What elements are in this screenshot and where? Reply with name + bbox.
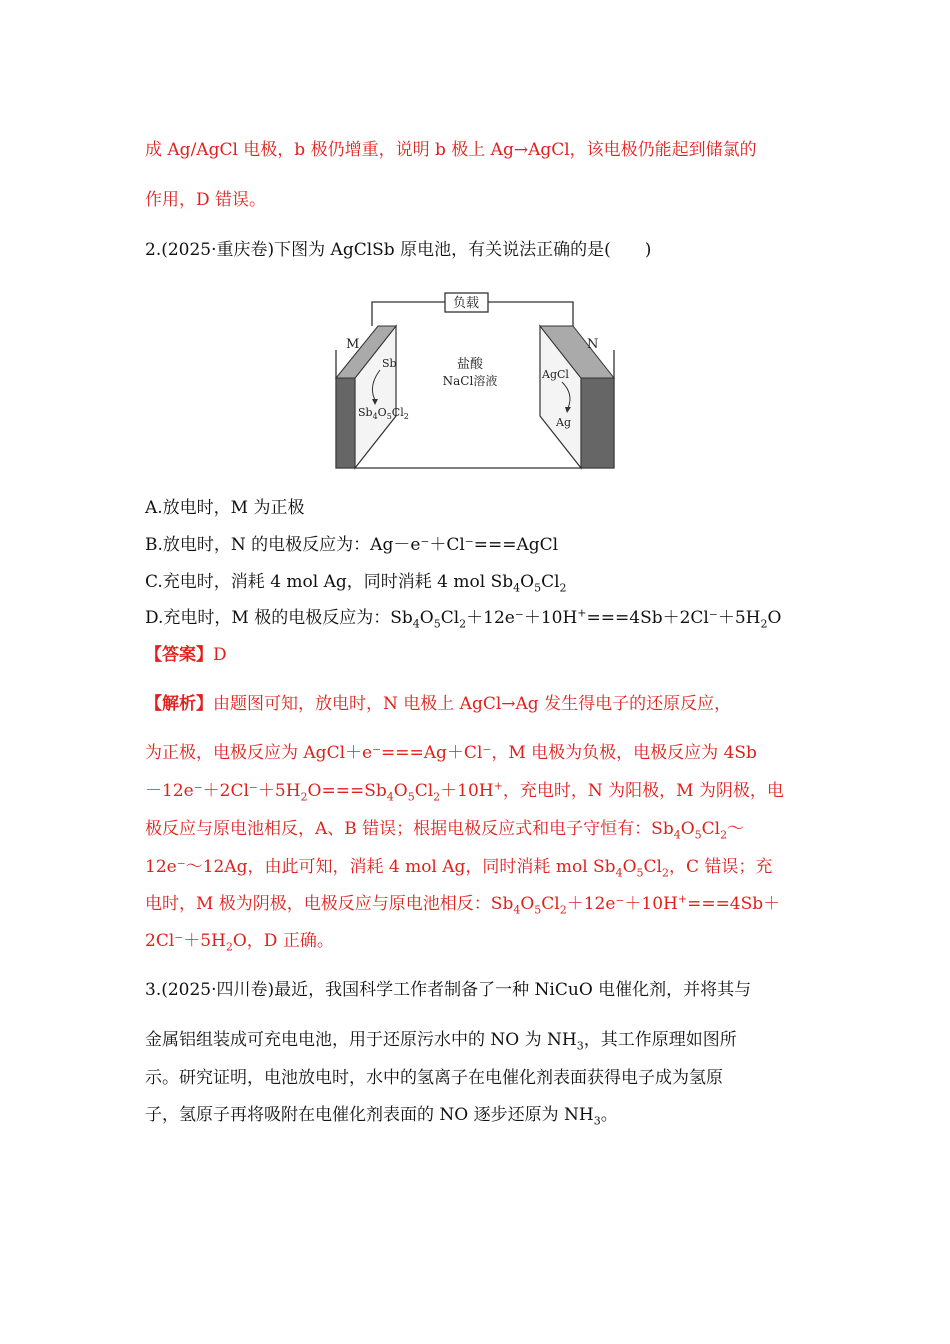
solution-label-line-1: 盐酸 bbox=[456, 357, 484, 372]
question-3-line-4: 子，氢原子再将吸附在电催化剂表面的 NO 逐步还原为 $NH_3$。 bbox=[145, 1105, 618, 1128]
electrode-m-label: M bbox=[346, 337, 360, 352]
ag-label: Ag bbox=[556, 416, 571, 429]
prev-answer-line-2: 作用，D 错误。 bbox=[145, 190, 267, 210]
electrode-n-label: N bbox=[587, 337, 599, 352]
analysis-line-3: $-12e^-+2Cl^-+5H_2O===Sb_4O_5Cl_2+10H^+$，充电时，N 为阳极，M 为阴极，电 bbox=[145, 779, 784, 804]
prev-answer-line-1: 成 Ag/AgCl 电极，b 极仍增重，说明 b 极上 Ag→AgCl，该电极仍能起到储氯的 bbox=[145, 140, 757, 160]
option-c: C.充电时，消耗 4 mol Ag，同时消耗 4 mol $Sb_4O_5Cl_2$ bbox=[145, 572, 567, 595]
option-b: B.放电时，N 的电极反应为：Ag－e⁻＋Cl⁻===AgCl bbox=[145, 535, 559, 555]
answer-line bbox=[145, 643, 810, 667]
analysis-line-1: 【解析】由题图可知，放电时，N 电极上 AgCl→Ag 发生得电子的还原反应， bbox=[145, 694, 732, 714]
agcl-sb-cell-diagram bbox=[330, 286, 620, 472]
analysis-line-4: 极反应与原电池相反，A、B 错误；根据电极反应式和电子守恒有：$Sb_4O_5Cl_2\sim$ bbox=[145, 819, 745, 842]
analysis-line-2: 为正极，电极反应为 AgCl＋e⁻===Ag＋Cl⁻，M 电极为负极，电极反应为 4Sb bbox=[145, 743, 757, 763]
electrode-n-side bbox=[581, 378, 614, 468]
question-3-line-3: 示。研究证明，电池放电时，水中的氢离子在电催化剂表面获得电子成为氢原 bbox=[145, 1068, 723, 1088]
solution-label-line-2: NaCl溶液 bbox=[442, 374, 498, 388]
question-3-line-2: 金属铝组装成可充电电池，用于还原污水中的 NO 为 $NH_3$，其工作原理如图所 bbox=[145, 1030, 737, 1053]
option-a: A.放电时，M 为正极 bbox=[145, 498, 305, 518]
answer-label: 【答案】 bbox=[145, 645, 213, 665]
option-d: D.充电时，M 极的电极反应为：$Sb_4O_5Cl_2+12e^-+10H^+===4Sb+2Cl^-+5H_2O$ bbox=[145, 606, 782, 631]
question-2-stem: 2.(2025·重庆卷)下图为 AgClSb 原电池，有关说法正确的是( ) bbox=[145, 240, 652, 260]
question-3-line-1: 3.(2025·四川卷)最近，我国科学工作者制备了一种 NiCuO 电催化剂，并将其与 bbox=[145, 980, 752, 1000]
analysis-line-6: 电时，M 极为阴极，电极反应与原电池相反：$Sb_4O_5Cl_2+12e^-+10H^+===4Sb+$ bbox=[145, 892, 781, 917]
electrode-m-side bbox=[336, 378, 355, 468]
load-label: 负载 bbox=[452, 296, 480, 311]
analysis-line-5: 12e⁻～12Ag，由此可知，消耗 4 mol Ag，同时消耗 mol $Sb_4O_5Cl_2$，C 错误；充 bbox=[145, 857, 773, 880]
analysis-line-7: $2Cl^-+5H_2O$，D 正确。 bbox=[145, 931, 334, 954]
sb-label: Sb bbox=[382, 357, 397, 370]
analysis-label: 【解析】 bbox=[145, 694, 213, 714]
agcl-label: AgCl bbox=[542, 368, 569, 381]
sb4o5cl2-label: $Sb_4O_5Cl_2$ bbox=[358, 406, 409, 421]
answer-value: D bbox=[213, 645, 227, 665]
